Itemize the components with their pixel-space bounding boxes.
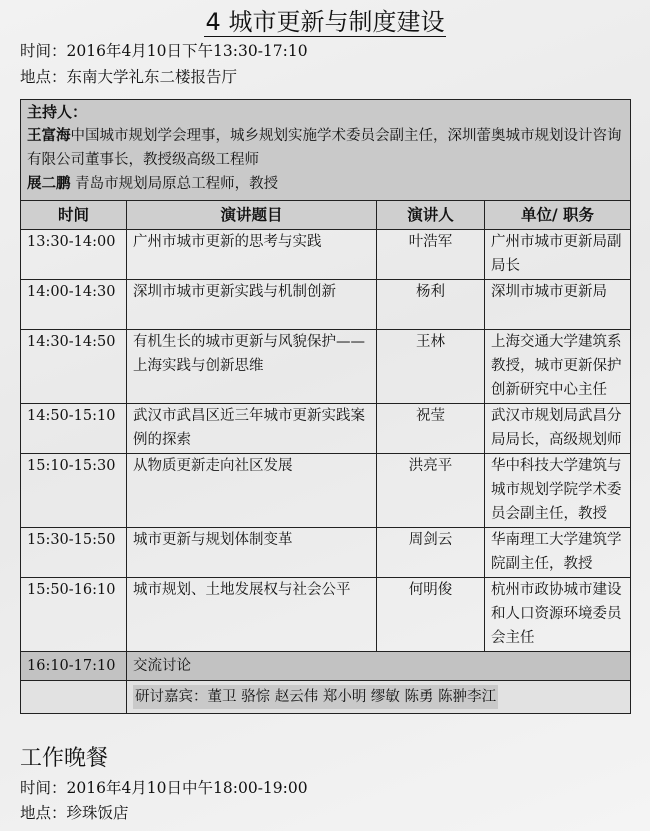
discussion-row xyxy=(21,652,631,681)
column-header: 演讲题目 xyxy=(127,201,377,230)
speaker-cell: 王林 xyxy=(377,330,485,404)
time-cell: 15:50-16:10 xyxy=(21,578,127,652)
time-cell: 16:10-17:10 xyxy=(21,652,127,681)
host-item xyxy=(27,172,624,196)
table-row xyxy=(21,454,631,528)
speaker-cell: 洪亮平 xyxy=(377,454,485,528)
table-row xyxy=(21,528,631,578)
session-place: 地点：东南大学礼东二楼报告厅 xyxy=(20,68,238,86)
time-cell: 14:50-15:10 xyxy=(21,404,127,454)
table-row xyxy=(21,280,631,330)
unit-cell: 上海交通大学建筑系教授，城市更新保护创新研究中心主任 xyxy=(485,330,631,404)
topic-cell: 广州市城市更新的思考与实践 xyxy=(127,230,377,280)
dinner-place: 地点：珍珠饭店 xyxy=(20,804,129,822)
time-cell: 15:30-15:50 xyxy=(21,528,127,578)
time-cell: 14:30-14:50 xyxy=(21,330,127,404)
speaker-cell: 叶浩军 xyxy=(377,230,485,280)
dinner-time: 时间：2016年4月10日中午18:00-19:00 xyxy=(20,779,308,797)
guest-blank xyxy=(21,681,127,714)
host-name: 王富海 xyxy=(27,127,71,144)
table-row xyxy=(21,578,631,652)
host-row xyxy=(21,100,631,201)
topic-cell: 从物质更新走向社区发展 xyxy=(127,454,377,528)
table-row xyxy=(21,330,631,404)
guest-row xyxy=(21,681,631,714)
speaker-cell: 周剑云 xyxy=(377,528,485,578)
time-cell: 14:00-14:30 xyxy=(21,280,127,330)
column-header: 时间 xyxy=(21,201,127,230)
speaker-cell: 祝莹 xyxy=(377,404,485,454)
column-header: 演讲人 xyxy=(377,201,485,230)
speaker-cell: 杨利 xyxy=(377,280,485,330)
page-title xyxy=(0,6,650,38)
host-desc: 青岛市规划局原总工程师，教授 xyxy=(70,176,279,192)
topic-cell: 有机生长的城市更新与风貌保护——上海实践与创新思维 xyxy=(127,330,377,404)
table-row xyxy=(21,404,631,454)
unit-cell: 华南理工大学建筑学院副主任，教授 xyxy=(485,528,631,578)
guest-cell xyxy=(127,681,631,714)
table-row xyxy=(21,230,631,280)
discussion-label: 交流讨论 xyxy=(127,652,631,681)
topic-cell: 武汉市武昌区近三年城市更新实践案例的探索 xyxy=(127,404,377,454)
host-heading: 主持人： xyxy=(27,103,88,121)
host-cell xyxy=(21,100,631,201)
column-header: 单位/ 职务 xyxy=(485,201,631,230)
unit-cell: 武汉市规划局武昌分局局长，高级规划师 xyxy=(485,404,631,454)
topic-cell: 城市规划、土地发展权与社会公平 xyxy=(127,578,377,652)
title-text: 4 城市更新与制度建设 xyxy=(205,8,445,36)
unit-cell: 广州市城市更新局副局长 xyxy=(485,230,631,280)
header-row xyxy=(21,201,631,230)
unit-cell: 深圳市城市更新局 xyxy=(485,280,631,330)
dinner-title: 工作晚餐 xyxy=(20,746,109,771)
host-name: 展二鹏 xyxy=(27,175,71,192)
guest-list: 研讨嘉宾：董卫 骆悰 赵云伟 郑小明 缪敏 陈勇 陈翀李江 xyxy=(133,685,498,709)
speaker-cell: 何明俊 xyxy=(377,578,485,652)
topic-cell: 城市更新与规划体制变革 xyxy=(127,528,377,578)
unit-cell: 华中科技大学建筑与城市规划学院学术委员会副主任，教授 xyxy=(485,454,631,528)
host-desc: 中国城市规划学会理事，城乡规划实施学术委员会副主任，深圳蕾奥城市规划设计咨询有限公司董事长，教授级高级工程师 xyxy=(27,128,622,168)
host-item xyxy=(27,124,624,172)
time-cell: 13:30-14:00 xyxy=(21,230,127,280)
unit-cell: 杭州市政协城市建设和人口资源环境委员会主任 xyxy=(485,578,631,652)
time-cell: 15:10-15:30 xyxy=(21,454,127,528)
session-time: 时间：2016年4月10日下午13:30-17:10 xyxy=(20,42,308,60)
topic-cell: 深圳市城市更新实践与机制创新 xyxy=(127,280,377,330)
schedule-table xyxy=(20,99,631,714)
